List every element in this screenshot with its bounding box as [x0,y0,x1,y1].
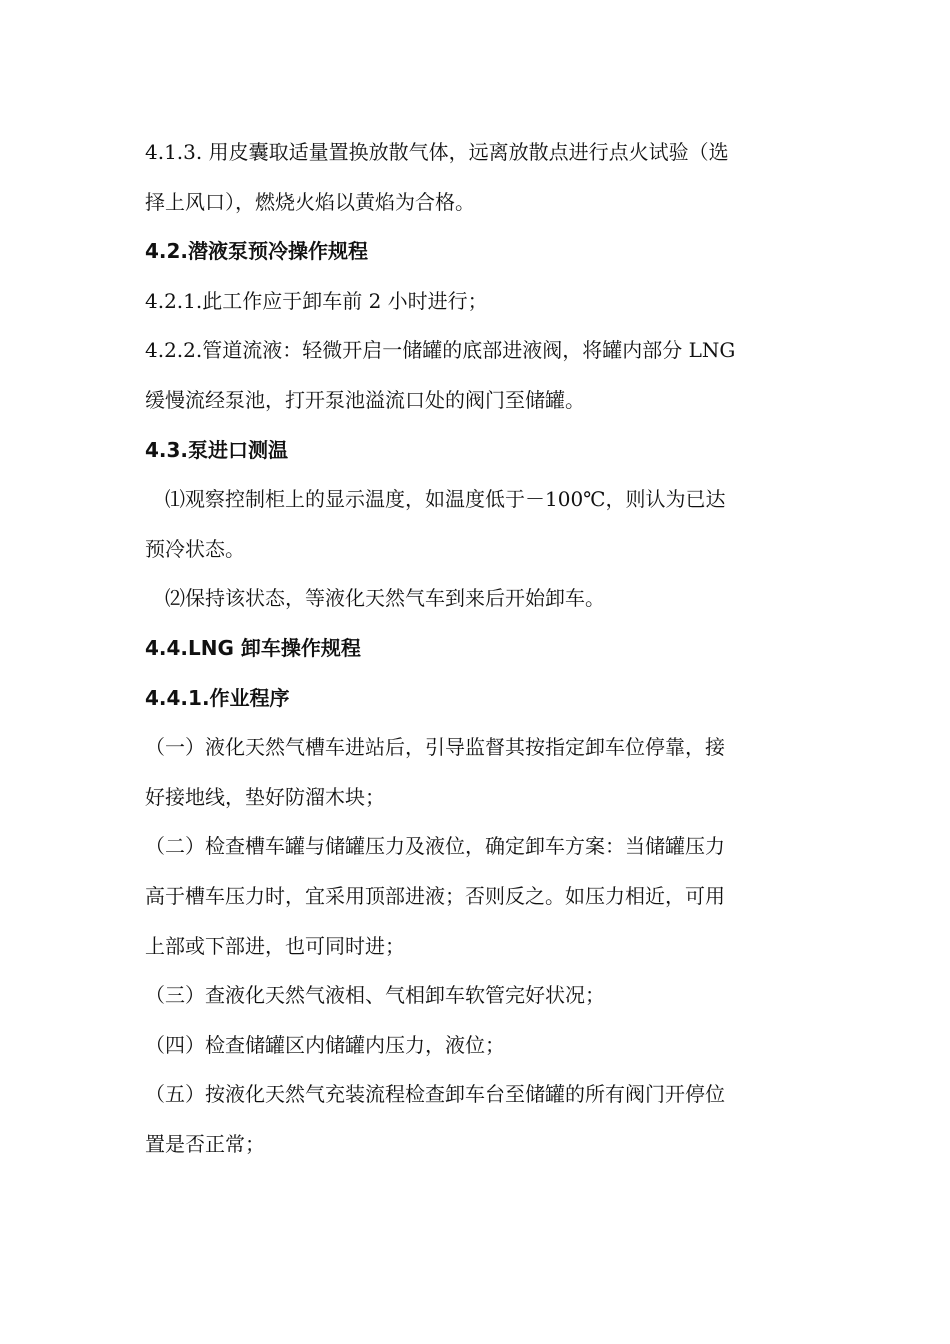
text-line: 高于槽车压力时，宜采用顶部进液；否则反之。如压力相近，可用 [145,883,725,908]
text-line-4-2-2: 4.2.2.管道流液：轻微开启一储罐的底部进液阀，将罐内部分 LNG [145,338,736,363]
text-line: 择上风口），燃烧火焰以黄焰为合格。 [145,189,475,214]
text-line: 预冷状态。 [145,536,245,561]
list-item-1: ⑴观察控制柜上的显示温度，如温度低于－100℃，则认为已达 [165,487,726,512]
text-line: 缓慢流经泵池，打开泵池溢流口处的阀门至储罐。 [145,387,585,412]
section-heading-4-3: 4.3.泵进口测温 [145,437,289,462]
procedure-item-5: （五）按液化天然气充装流程检查卸车台至储罐的所有阀门开停位 [145,1082,725,1107]
list-item-2: ⑵保持该状态，等液化天然气车到来后开始卸车。 [165,586,605,611]
text-line-4-2-1: 4.2.1.此工作应于卸车前 2 小时进行； [145,288,488,313]
text-line-4-1-3: 4.1.3. 用皮囊取适量置换放散气体，远离放散点进行点火试验（选 [145,140,729,164]
procedure-item-1: （一）液化天然气槽车进站后，引导监督其按指定卸车位停靠，接 [145,735,725,760]
procedure-item-3: （三）查液化天然气液相、气相卸车软管完好状况； [145,983,605,1008]
section-heading-4-4: 4.4.LNG 卸车操作规程 [145,635,361,660]
document-page [145,128,810,1169]
section-heading-4-4-1: 4.4.1.作业程序 [145,685,290,710]
procedure-item-2: （二）检查槽车罐与储罐压力及液位，确定卸车方案：当储罐压力 [145,834,725,859]
text-line: 上部或下部进，也可同时进； [145,933,405,958]
procedure-item-4: （四）检查储罐区内储罐内压力，液位； [145,1032,505,1057]
section-heading-4-2: 4.2.潜液泵预冷操作规程 [145,239,369,264]
text-line: 置是否正常； [145,1131,265,1156]
text-line: 好接地线，垫好防溜木块； [145,784,385,809]
